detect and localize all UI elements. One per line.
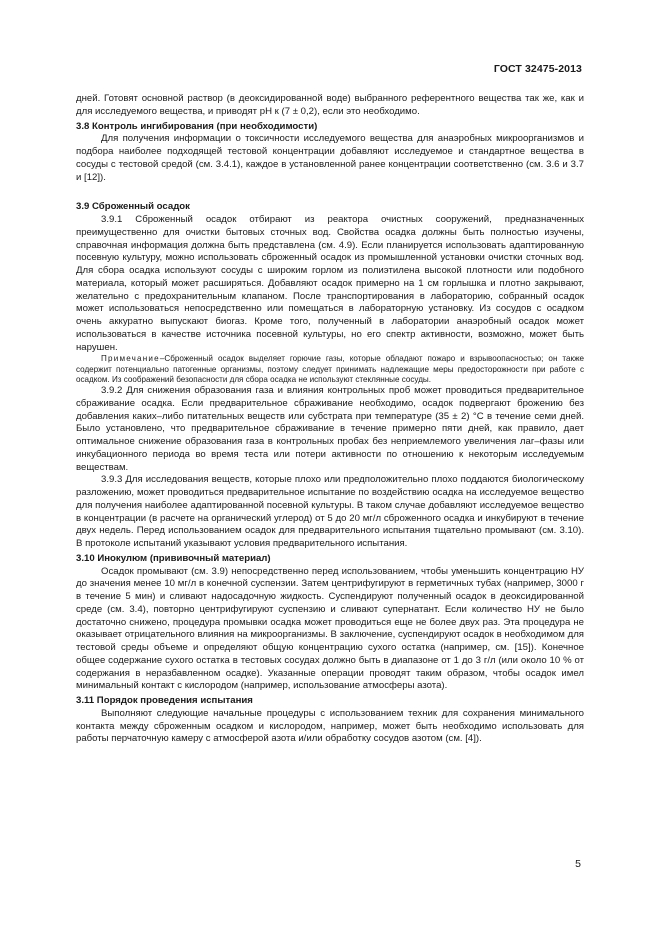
note-label: Примечание: [101, 354, 160, 364]
document-body: [76, 93, 584, 746]
note-paragraph: [76, 354, 584, 385]
document-code-header: ГОСТ 32475-2013: [493, 63, 582, 75]
body-paragraph: Осадок промывают (см. 3.9) непосредственно перед использованием, чтобы уменьшить концентрацию НУ до значения менее 10 мг/л в конечной суспензии. Затем центрифугируют в герметичных тубах (например, 3000 г в течение 5 мин) и сливают надосадочную жидкость. Суспендируют полученный осадок в деоксидированной среде (см. 3.4), повторно центрифугируют суспензию и сливают супернатант. Если количество НУ не было достаточно снижено, процедура промывки осадка может проводиться еще не более двух раз. Эта процедура не оказывает отрицательного влияния на микроорганизмы. В заключение, суспендируют осадок в необходимом для тестовой среды объеме и определяют общую концентрацию сухого остатка (например, см. [15]). Конечное общее содержание сухого остатка в тестовых сосудах должно быть в диапазоне от 1 до 3 г/л (или около 10 % от содержания в неразбавленном осадке). Указанные операции проводят таким образом, чтобы осадок имел минимальный контакт с кислородом (например, использование атмосферы азота).: [76, 565, 584, 692]
body-paragraph: 3.9.1 Сброженный осадок отбирают из реактора очистных сооружений, предназначенных преимущественно для очистки бытовых сточных вод. Свойства осадка должны быть полностью изучены, справочная информация должна быть представлена (см. 4.9). Если планируется использовать адаптированную посевную культуру, можно использовать сброженный осадок из промышленной установки очистки сточных вод. Для сбора осадка используют сосуды с широким горлом из полиэтилена высокой плотности или подобного материала, который может расширяться. Добавляют осадок примерно на 1 см горлышка и плотно закрывают, желательно с предохранительным клапаном. После транспортирования в лабораторию, собранный осадок может использоваться непосредственно или помещаться в лабораторную установку. Из сосудов с осадком очень аккуратно выпускают биогаз. Кроме того, полученный в лаборатории анаэробный осадок может использоваться в качестве источника посевной культуры, но его спектр активности, возможно, может быть нарушен.: [76, 214, 584, 353]
body-paragraph: 3.9.3 Для исследования веществ, которые плохо или предположительно плохо поддаются биологическому разложению, может проводиться предварительное испытание по воздействию осадка на исследуемое вещество для получения наиболее адаптированной посевной культуры. В таком случае добавляют исследуемое вещество в концентрации (в расчете на органический углерод) от 5 до 20 мг/л сброженного осадка и инкубируют в течение двух недель. Перед использованием осадок для предварительного испытания тщательно промывают (см. 3.10). В протоколе испытаний указывают условия предварительного испытания.: [76, 474, 584, 550]
section-heading: 3.9 Сброженный осадок: [76, 201, 190, 213]
body-paragraph: Выполняют следующие начальные процедуры с использованием техник для сохранения минимального контакта между сброженным осадком и кислородом, например, может быть необходимо использовать для работы перчаточную камеру с атмосферой азота и/или обработку сосудов азотом (см. [4]).: [76, 707, 584, 745]
note-text: –Сброженный осадок выделяет горючие газы, которые обладают пожаро и взрывоопасностью; он также содержит потенциально патогенные организмы, поэтому следует принимать надлежащие меры предосторожности при работе с осадком. Из соображений безопасности для сбора осадка не используют стеклянные сосуды.: [76, 354, 584, 384]
page-number: 5: [575, 858, 581, 870]
section-heading: 3.10 Инокулюм (прививочный материал): [76, 552, 271, 564]
body-paragraph: дней. Готовят основной раствор (в деоксидированной воде) выбранного референтного вещества так же, как и для исследуемого вещества, и приводят pH к (7 ± 0,2), если это необходимо.: [76, 93, 584, 117]
body-paragraph: 3.9.2 Для снижения образования газа и влияния контрольных проб может проводиться предварительное сбраживание осадка. Если предварительное сбраживание необходимо, осадок подвергают брожению без добавления каких–либо питательных веществ или субстрата при температуре (35 ± 2) °C в течение семи дней. Было установлено, что предварительное сбраживание в течение примерно пяти дней, как правило, дает оптимальное снижение образования газа в контрольных пробах без неприемлемого увеличения лаг–фазы или инкубационного периода во время теста или потери активности по отношению к некоторым исследуемым веществам.: [76, 385, 584, 473]
body-paragraph: Для получения информации о токсичности исследуемого вещества для анаэробных микроорганизмов и подбора наиболее подходящей тестовой концентрации добавляют исследуемое и стандартное вещества в сосуды с тестовой средой (см. 3.4.1), каждое в установленной ранее концентрации соответственно (см. 3.6 и 3.7 и [12]).: [76, 133, 584, 183]
section-heading: 3.8 Контроль ингибирования (при необходимости): [76, 120, 318, 132]
section-heading: 3.11 Порядок проведения испытания: [76, 695, 253, 707]
